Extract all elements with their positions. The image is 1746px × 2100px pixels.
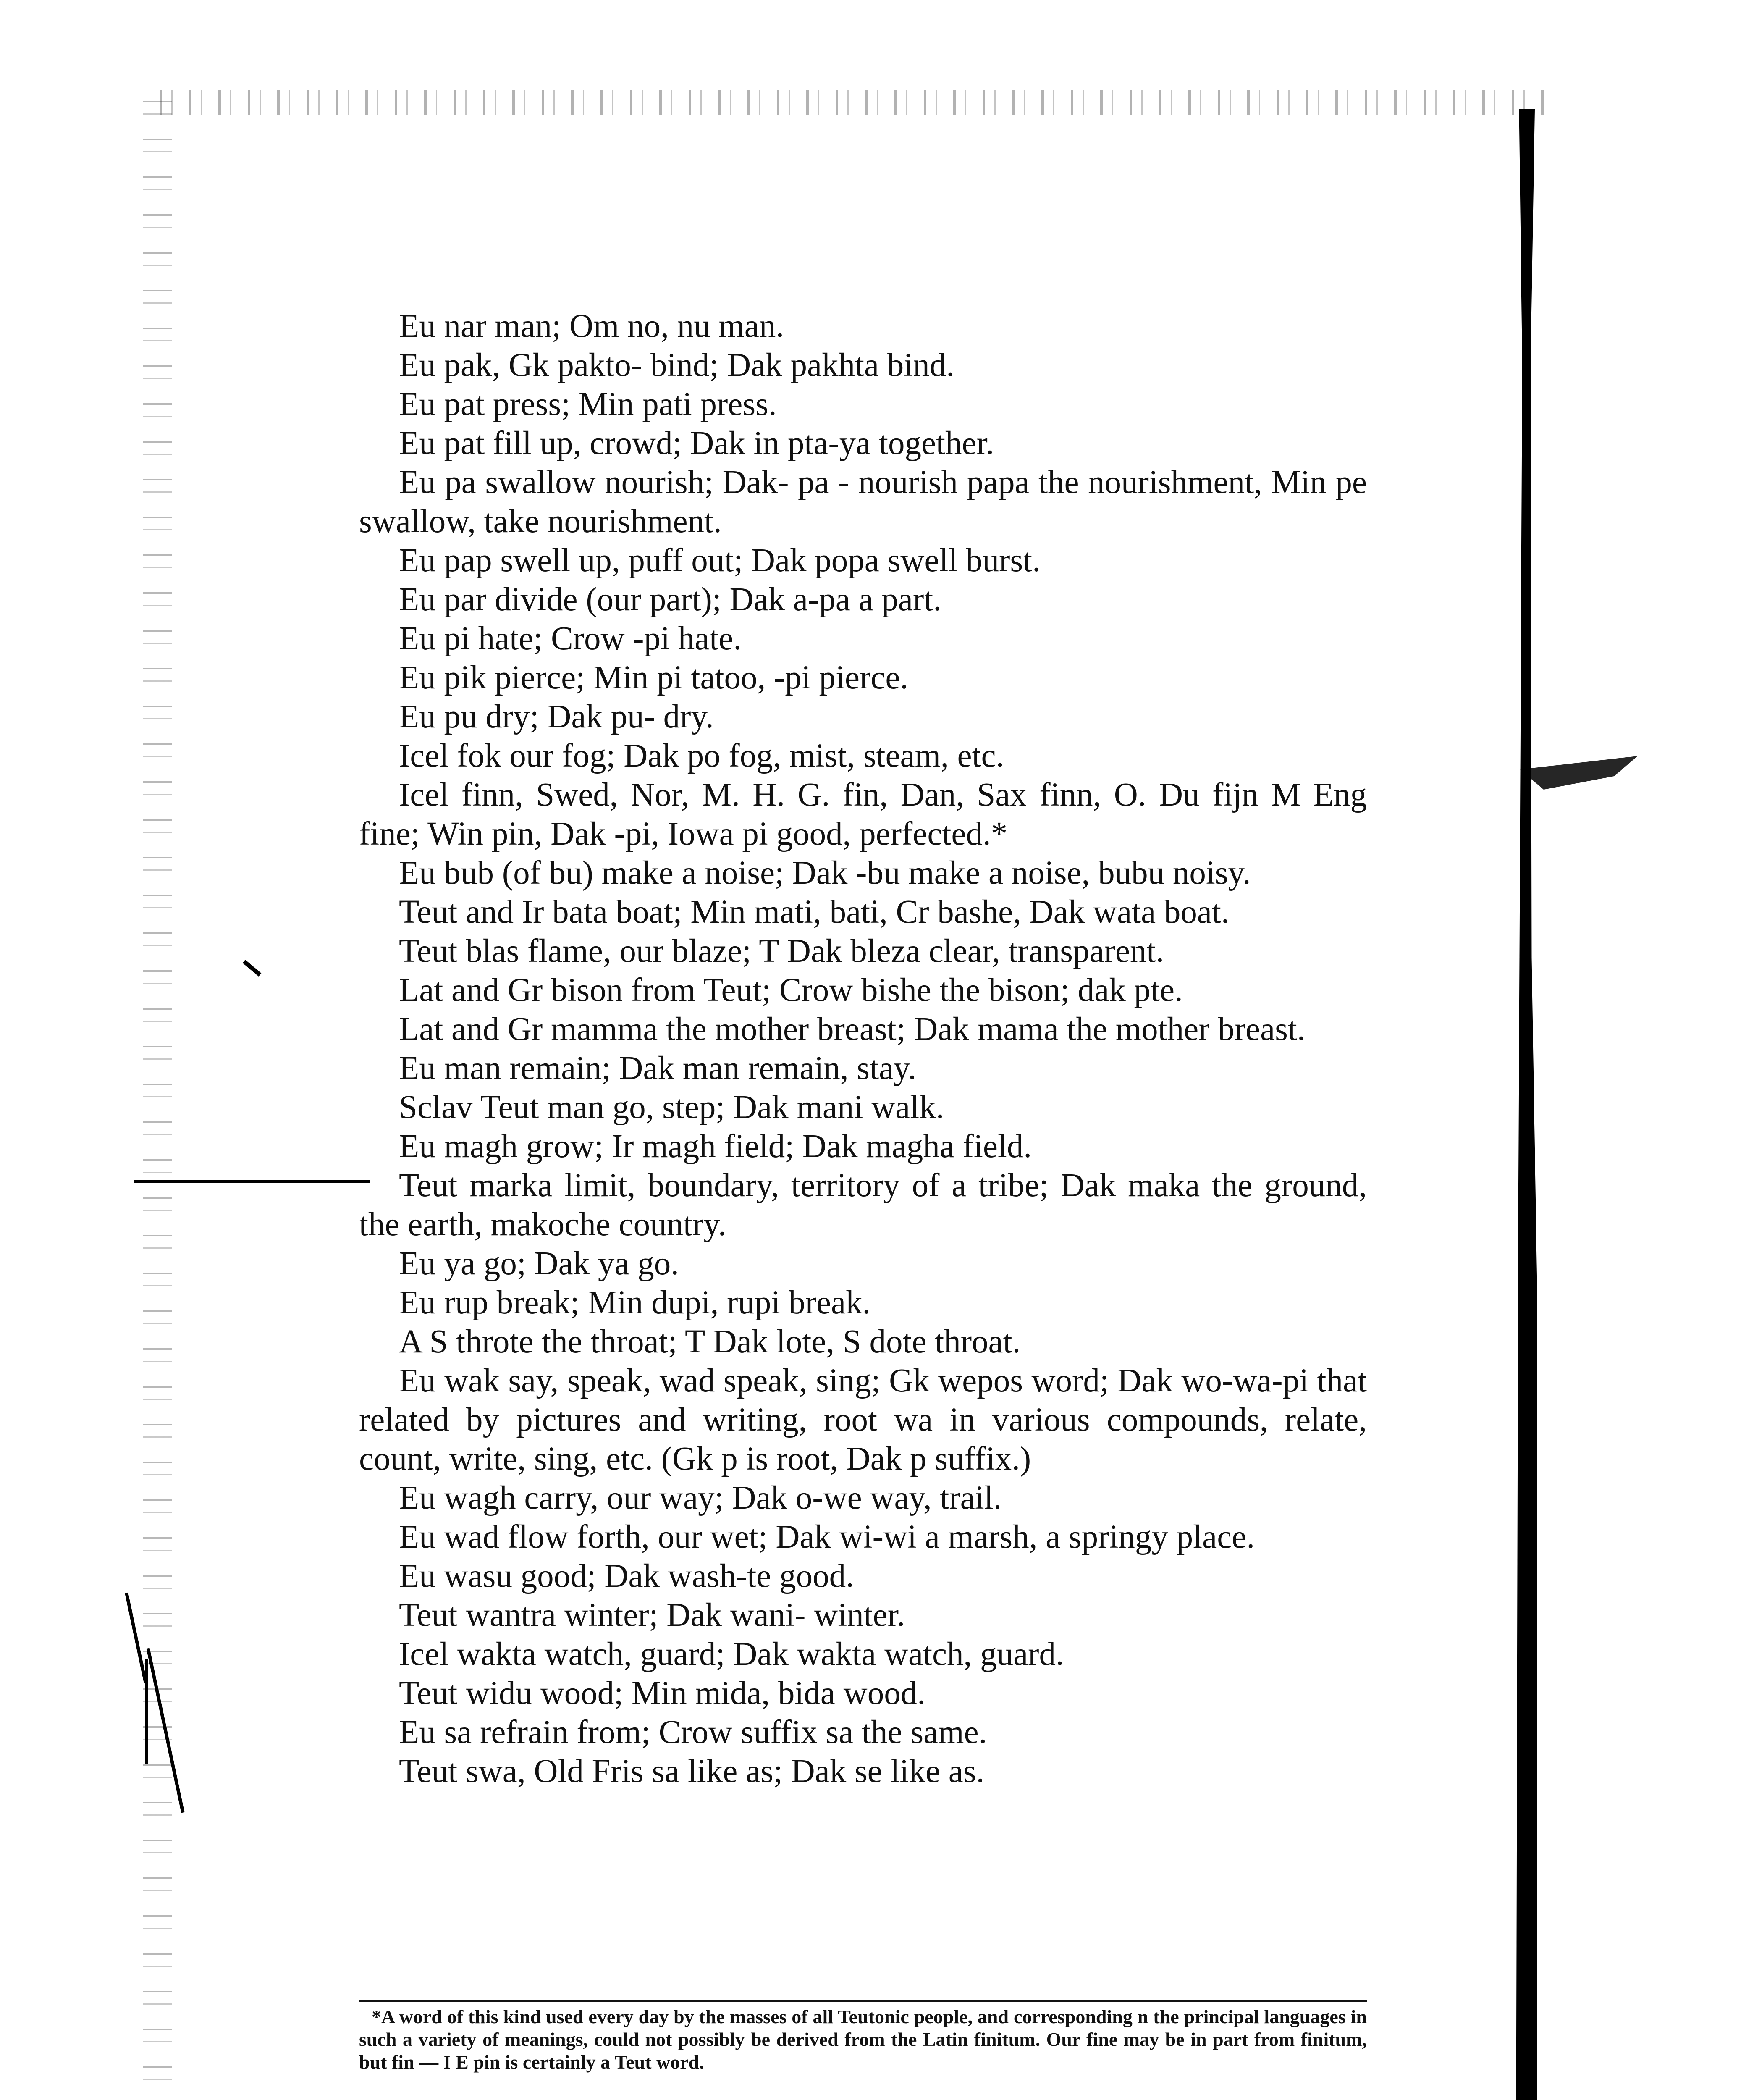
text-paragraph: Lat and Gr bison from Teut; Crow bishe the bison; dak pte.	[399, 972, 1183, 1008]
text-paragraph: Eu pu dry; Dak pu- dry.	[399, 698, 714, 735]
text-paragraph: Eu pa swallow nourish; Dak- pa - nourish papa the nourishment, Min pe swallow, take nourishment.	[359, 464, 1367, 540]
scan-edge-top	[160, 90, 1545, 116]
text-paragraph: Eu wasu good; Dak wash-te good.	[399, 1558, 854, 1594]
text-paragraph: Eu pap swell up, puff out; Dak popa swell burst.	[399, 542, 1041, 579]
text-paragraph: Icel wakta watch, guard; Dak wakta watch, guard.	[399, 1636, 1064, 1672]
main-text	[359, 307, 1367, 1791]
text-paragraph: Eu wagh carry, our way; Dak o-we way, trail.	[399, 1480, 1002, 1516]
text-paragraph: Eu sa refrain from; Crow suffix sa the same.	[399, 1714, 987, 1751]
margin-mark	[243, 960, 262, 976]
margin-mark	[134, 1180, 370, 1183]
text-paragraph: Eu pak, Gk pakto- bind; Dak pakhta bind.	[399, 347, 954, 383]
margin-mark	[145, 1659, 148, 1764]
text-paragraph: Eu bub (of bu) make a noise; Dak -bu make a noise, bubu noisy.	[399, 855, 1251, 891]
text-paragraph: Eu wad flow forth, our wet; Dak wi-wi a marsh, a springy place.	[399, 1519, 1255, 1555]
text-paragraph: Eu ya go; Dak ya go.	[399, 1245, 679, 1282]
footnote-rule	[359, 2000, 1367, 2002]
text-paragraph: Teut blas flame, our blaze; T Dak bleza clear, transparent.	[399, 933, 1164, 969]
text-paragraph: Eu nar man; Om no, nu man.	[399, 308, 784, 344]
text-paragraph: Eu magh grow; Ir magh field; Dak magha field.	[399, 1128, 1032, 1165]
text-paragraph: Lat and Gr mamma the mother breast; Dak mama the mother breast.	[399, 1011, 1306, 1047]
binding-fold	[1520, 756, 1638, 790]
text-paragraph: Teut swa, Old Fris sa like as; Dak se like as.	[399, 1753, 985, 1790]
text-paragraph: Eu pat press; Min pati press.	[399, 386, 777, 423]
binding-gutter	[1516, 109, 1537, 2100]
text-paragraph: Eu pi hate; Crow -pi hate.	[399, 620, 742, 657]
text-paragraph: A S throte the throat; T Dak lote, S dote throat.	[399, 1323, 1021, 1360]
scan-edge-left	[143, 101, 172, 2100]
text-paragraph: Teut widu wood; Min mida, bida wood.	[399, 1675, 925, 1712]
text-paragraph: Eu pat fill up, crowd; Dak in pta-ya together.	[399, 425, 994, 462]
text-paragraph: Teut wantra winter; Dak wani- winter.	[399, 1597, 905, 1633]
text-paragraph: Icel finn, Swed, Nor, M. H. G. fin, Dan, Sax finn, O. Du fijn M Eng fine; Win pin, Dak -pi, Iowa pi good, perfected.*	[359, 777, 1367, 852]
footnote: *A word of this kind used every day by the masses of all Teutonic people, and corresponding n the principal languages in such a variety of meanings, could not possibly be derived from the Latin finitum. Our fine may be in part from finitum, but fin — I E pin is certainly a Teut word.	[359, 2006, 1367, 2073]
text-paragraph: Sclav Teut man go, step; Dak mani walk.	[399, 1089, 944, 1126]
text-paragraph: Icel fok our fog; Dak po fog, mist, steam, etc.	[399, 738, 1004, 774]
text-paragraph: Teut marka limit, boundary, territory of a tribe; Dak maka the ground, the earth, makoche country.	[359, 1167, 1367, 1243]
text-paragraph: Eu man remain; Dak man remain, stay.	[399, 1050, 917, 1087]
text-paragraph: Teut and Ir bata boat; Min mati, bati, Cr bashe, Dak wata boat.	[399, 894, 1230, 930]
text-paragraph: Eu par divide (our part); Dak a-pa a part.	[399, 581, 941, 618]
text-paragraph: Eu wak say, speak, wad speak, sing; Gk wepos word; Dak wo-wa-pi that related by pictures and writing, root wa in various compounds, relate, count, write, sing, etc. (Gk p is root, Dak p suffix.)	[359, 1362, 1367, 1477]
text-paragraph: Eu rup break; Min dupi, rupi break.	[399, 1284, 871, 1321]
text-paragraph: Eu pik pierce; Min pi tatoo, -pi pierce.	[399, 659, 909, 696]
